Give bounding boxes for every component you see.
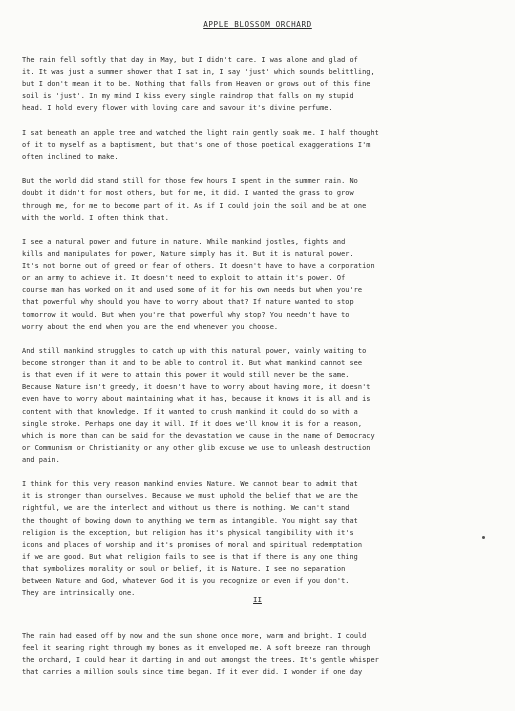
section-heading: II <box>253 595 262 604</box>
text-line: The rain fell softly that day in May, but I didn't care. I was alone and glad of <box>22 56 358 64</box>
paragraph <box>22 54 502 114</box>
paragraph <box>22 127 502 163</box>
text-line: the orchard, I could hear it darting in and out amongst the trees. It's gentle whisper <box>22 656 379 665</box>
text-line: single stroke. Perhaps one day it will. If it does we'll know it is for a reason, <box>22 419 363 428</box>
text-line: that symbolizes morality or soul or belief, it is Nature. I see no separation <box>22 564 346 573</box>
text-line: the thought of bowing down to anything we term as intangible. You might say that <box>22 516 358 525</box>
text-line: The rain had eased off by now and the sun shone once more, warm and bright. I could <box>22 632 367 640</box>
text-line: which is more than can be said for the devastation we cause in the name of Democracy <box>22 431 375 440</box>
scan-speck <box>482 536 485 539</box>
text-line: course man has worked on it and used some of it for his own needs but when you're <box>22 286 363 295</box>
text-line: icons and places of worship and it's promises of moral and spiritual redemptation <box>22 540 363 549</box>
text-line: kills and manipulates for power, Nature simply has it. But it is natural power. <box>22 250 354 259</box>
text-line: if we are good. But what religion fails to see is that if there is any one thing <box>22 552 358 561</box>
text-line: feel it searing right through my bones as it enveloped me. A soft breeze ran through <box>22 644 371 653</box>
paragraph <box>22 175 502 223</box>
text-line: that powerful why should you have to worry about that? If nature wanted to stop <box>22 298 354 307</box>
text-line: often inclined to make. <box>22 152 119 161</box>
text-line: soil is 'just'. In my mind I kiss every single raindrop that falls on my stupid <box>22 92 354 101</box>
text-line: rightful, we are the interlect and without us there is nothing. We can't stand <box>22 504 350 513</box>
text-line: it is stronger than ourselves. Because we must uphold the belief that we are the <box>22 492 358 501</box>
document-body <box>22 54 502 612</box>
paragraph <box>22 345 502 466</box>
document-title: APPLE BLOSSOM ORCHARD <box>203 20 312 29</box>
text-line: tomorrow it would. But when you're that powerful why stop? You needn't have to <box>22 310 350 319</box>
text-line: that carries a million souls since time began. If it ever did. I wonder if one day <box>22 668 363 677</box>
text-line: I see a natural power and future in nature. While mankind jostles, fights and <box>22 238 346 247</box>
document-body-continued <box>22 630 502 691</box>
text-line: It's not borne out of greed or fear of others. It doesn't have to have a corporation <box>22 262 375 271</box>
text-line: become stronger than it and to be able to control it. But what mankind cannot see <box>22 359 363 368</box>
text-line: I sat beneath an apple tree and watched the light rain gently soak me. I half thought <box>22 128 379 137</box>
text-line: They are intrinsically one. <box>22 589 136 598</box>
text-line: with the world. I often think that. <box>22 213 169 222</box>
text-line: or an army to achieve it. It doesn't need to exploit to attain it's power. Of <box>22 274 346 283</box>
text-line: but I don't mean it to be. Nothing that falls from Heaven or grows out of this fine <box>22 80 371 89</box>
text-line: it. It was just a summer shower that I sat in, I say 'just' which sounds belittling, <box>22 68 375 77</box>
text-line: doubt it didn't for most others, but for me, it did. I wanted the grass to grow <box>22 189 354 198</box>
text-line: Because Nature isn't greedy, it doesn't have to worry about having more, it doesn't <box>22 383 371 392</box>
paragraph <box>22 478 502 599</box>
text-line: I think for this very reason mankind envies Nature. We cannot bear to admit that <box>22 480 358 489</box>
text-line: And still mankind struggles to catch up with this natural power, vainly waiting to <box>22 347 367 356</box>
paragraph <box>22 236 502 333</box>
text-line: of it to myself as a baptisment, but that's one of those poetical exaggerations I'm <box>22 140 371 149</box>
text-line: content with that knowledge. If it wanted to crush mankind it could do so with a <box>22 407 358 416</box>
text-line: But the world did stand still for those few hours I spent in the summer rain. No <box>22 177 358 186</box>
text-line: between Nature and God, whatever God it is you recognize or even if you don't. <box>22 577 350 586</box>
text-line: even have to worry about maintaining what it has, because it knows it is all and is <box>22 395 371 404</box>
text-line: head. I hold every flower with loving care and savour it's divine perfume. <box>22 104 333 113</box>
text-line: and pain. <box>22 455 60 464</box>
paragraph <box>22 630 502 678</box>
text-line: or Communism or Christianity or any other glib excuse we use to unleash destruction <box>22 443 371 452</box>
text-line: worry about the end when you are the end whenever you choose. <box>22 322 279 331</box>
text-line: through me, for me to become part of it. As if I could join the soil and be at one <box>22 201 367 210</box>
text-line: religion is the exception, but religion has it's physical tangibility with it's <box>22 528 354 537</box>
text-line: is that even if it were to attain this power it would still never be the same. <box>22 371 350 380</box>
